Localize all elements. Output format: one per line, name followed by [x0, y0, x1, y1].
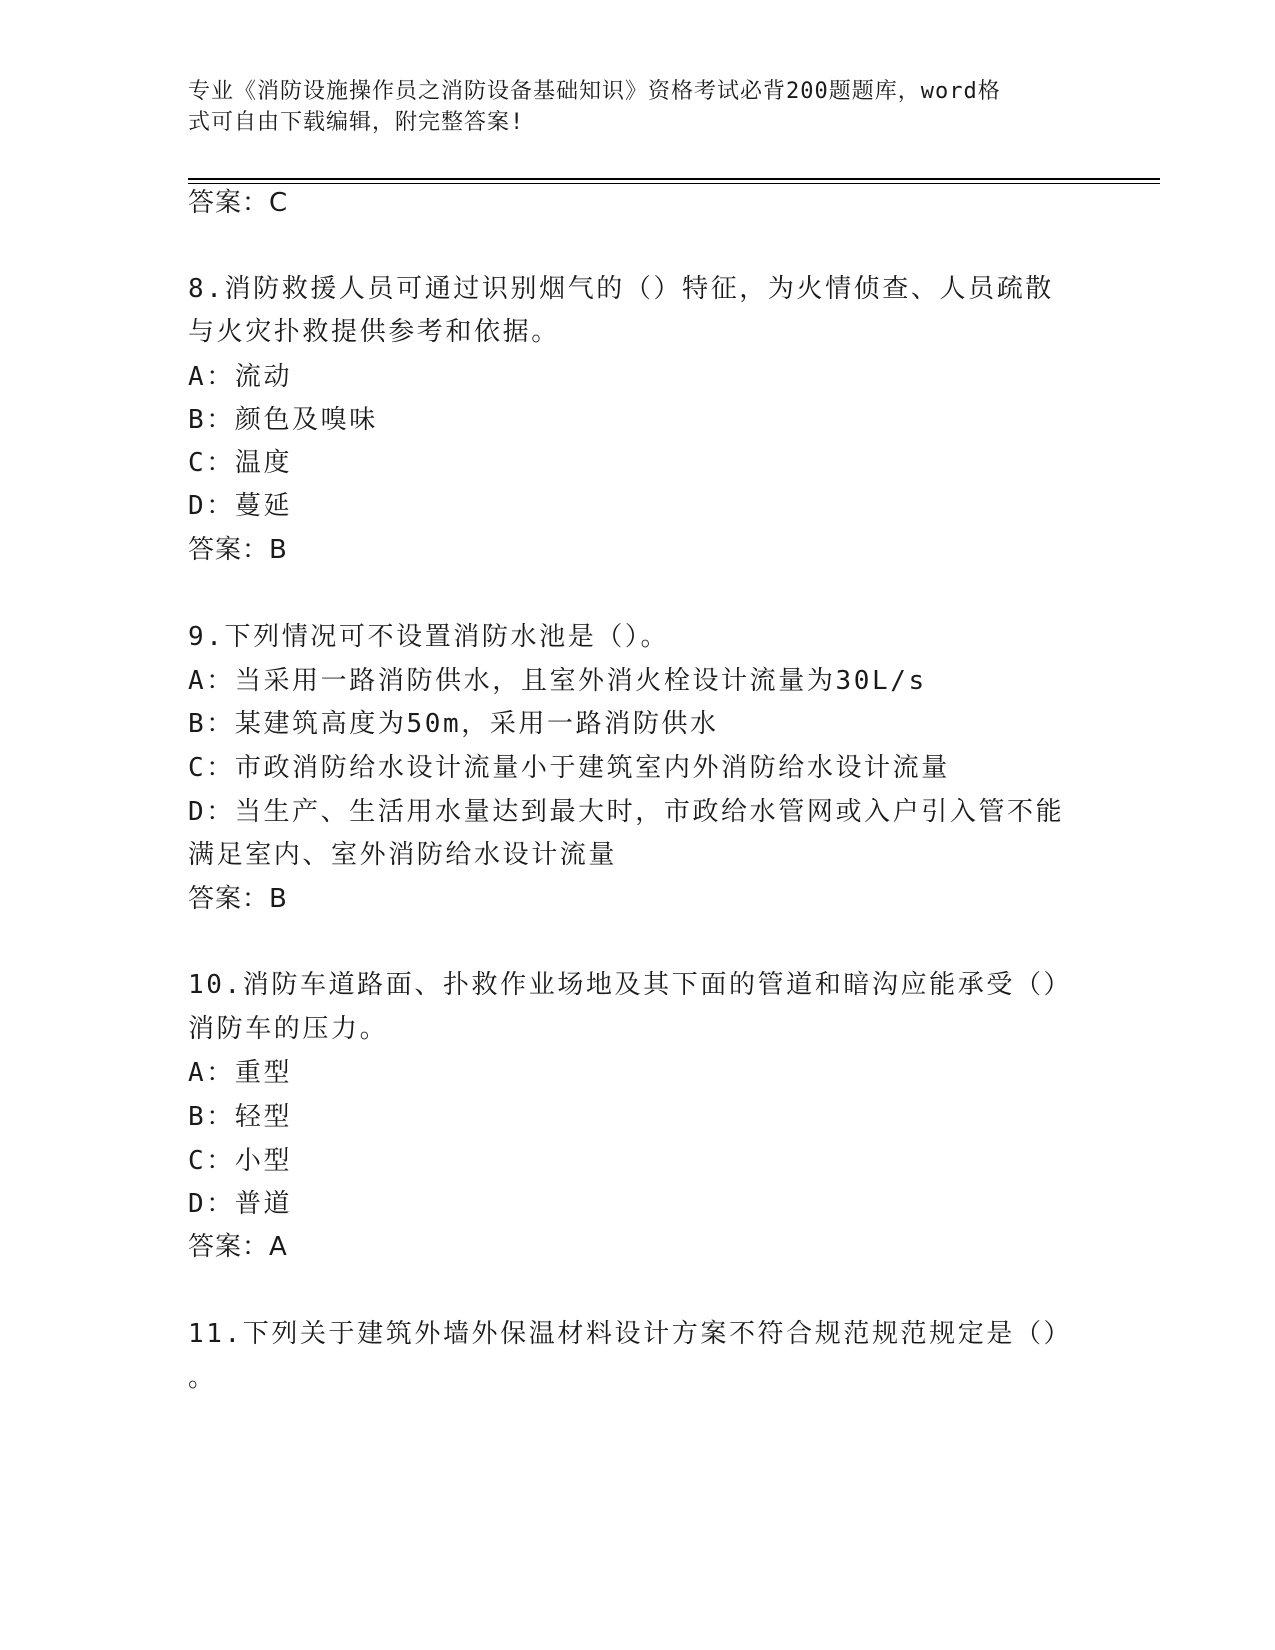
q10-option-d: D：普道	[188, 1189, 293, 1219]
q10-option-c: C：小型	[188, 1146, 293, 1176]
q9-answer: 答案：B	[188, 884, 288, 914]
header-line-1: 专业《消防设施操作员之消防设备基础知识》资格考试必背200题题库，word格	[188, 79, 1001, 104]
q8-stem-line-1: 8.消防救援人员可通过识别烟气的（）特征，为火情侦查、人员疏散	[188, 274, 1054, 304]
header-divider-thin	[188, 183, 1160, 184]
document-header	[188, 76, 1068, 138]
q8-option-c: C：温度	[188, 448, 293, 478]
q7-answer: 答案：C	[188, 188, 289, 218]
q11-stem-line-1: 11.下列关于建筑外墙外保温材料设计方案不符合规范规范规定是（）	[188, 1319, 1073, 1349]
q9-option-d-line-2: 满足室内、室外消防给水设计流量	[188, 840, 618, 870]
q8-option-d: D：蔓延	[188, 491, 293, 521]
q8-stem-line-2: 与火灾扑救提供参考和依据。	[188, 317, 560, 347]
q9-option-b: B：某建筑高度为50m，采用一路消防供水	[188, 709, 719, 739]
q8-option-a: A：流动	[188, 362, 293, 392]
q9-option-d-line-1: D：当生产、生活用水量达到最大时，市政给水管网或入户引入管不能	[188, 797, 1065, 827]
q8-answer: 答案：B	[188, 535, 288, 565]
q9-option-c: C：市政消防给水设计流量小于建筑室内外消防给水设计流量	[188, 753, 950, 783]
header-line-2: 式可自由下载编辑，附完整答案!	[188, 110, 525, 135]
q9-stem: 9.下列情况可不设置消防水池是（）。	[188, 622, 670, 652]
q8-option-b: B：颜色及嗅味	[188, 405, 378, 435]
q10-answer: 答案：A	[188, 1232, 288, 1262]
q10-stem-line-1: 10.消防车道路面、扑救作业场地及其下面的管道和暗沟应能承受（）	[188, 970, 1073, 1000]
q10-stem-line-2: 消防车的压力。	[188, 1014, 389, 1044]
q9-option-a: A：当采用一路消防供水，且室外消火栓设计流量为30L/s	[188, 666, 927, 696]
header-divider-thick	[188, 178, 1160, 180]
q11-stem-line-2: 。	[188, 1363, 217, 1393]
q10-option-b: B：轻型	[188, 1102, 293, 1132]
q10-option-a: A：重型	[188, 1058, 293, 1088]
